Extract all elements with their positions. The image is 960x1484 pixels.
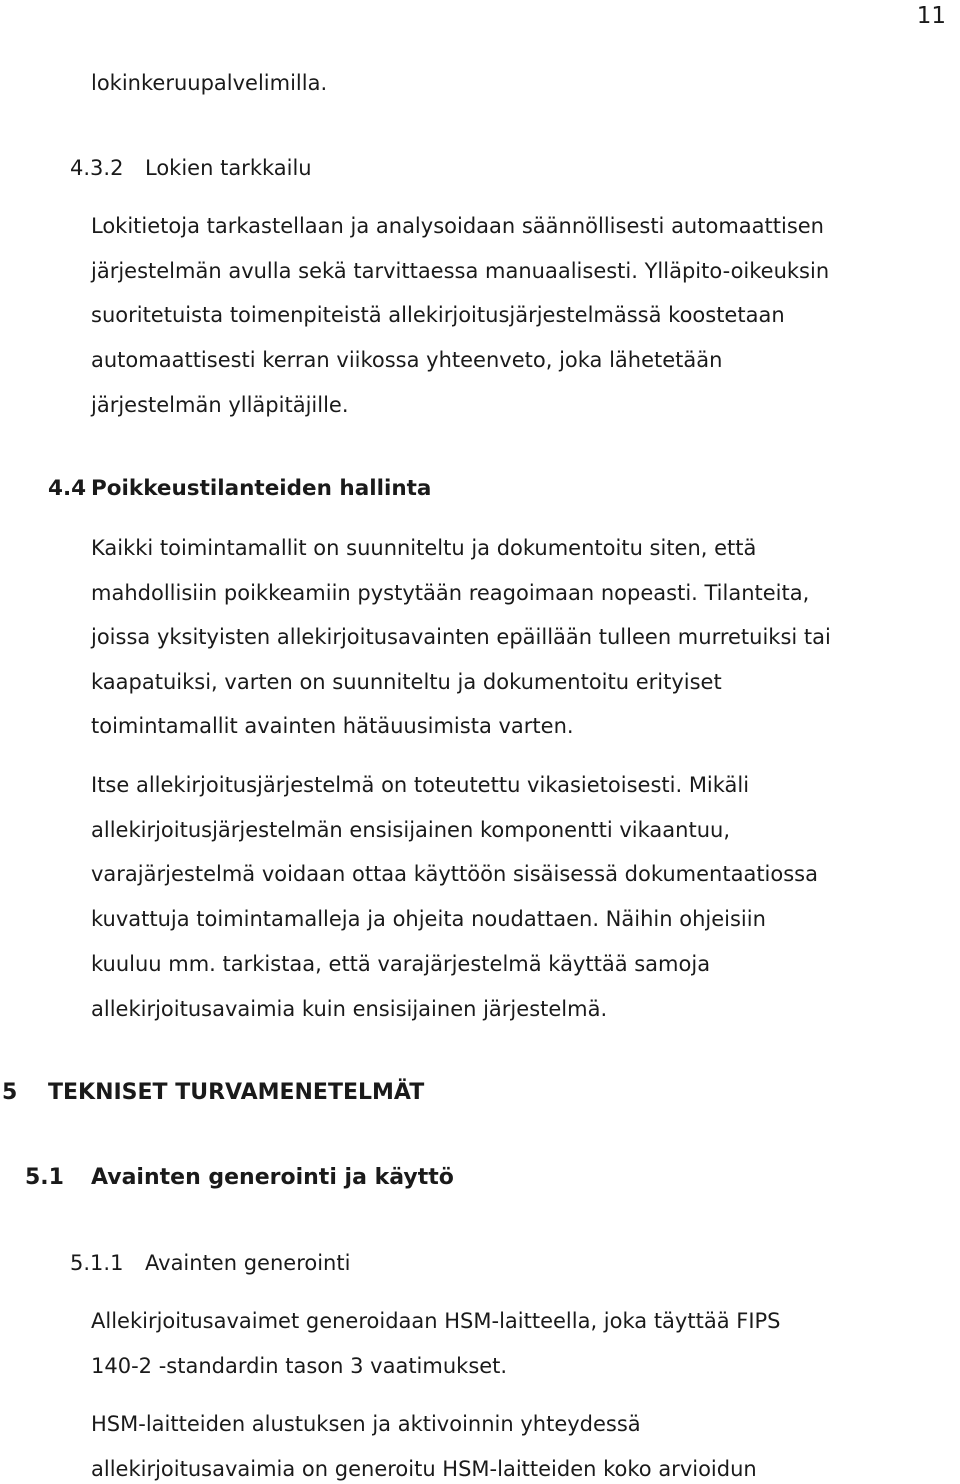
section-number: 5 — [2, 1080, 18, 1105]
section-title: Avainten generointi — [145, 1251, 351, 1275]
body-text-line: toimintamallit avainten hätäuusimista varten. — [91, 714, 574, 738]
body-text-line: varajärjestelmä voidaan ottaa käyttöön sisäisessä dokumentaatiossa — [91, 862, 818, 886]
section-number: 4.4 — [48, 476, 87, 501]
section-heading-4-3-2 — [70, 153, 312, 183]
section-number: 5.1.1 — [70, 1251, 124, 1275]
body-text-line: Allekirjoitusavaimet generoidaan HSM-laitteella, joka täyttää FIPS — [91, 1309, 781, 1333]
section-title: TEKNISET TURVAMENETELMÄT — [48, 1080, 425, 1105]
body-text-line: kaapatuiksi, varten on suunniteltu ja dokumentoitu erityiset — [91, 670, 722, 694]
body-text-line: lokinkeruupalvelimilla. — [91, 71, 328, 95]
section-title: Lokien tarkkailu — [145, 156, 312, 180]
body-text-line: kuvattuja toimintamalleja ja ohjeita noudattaen. Näihin ohjeisiin — [91, 907, 766, 931]
body-text-line: mahdollisiin poikkeamiin pystytään reagoimaan nopeasti. Tilanteita, — [91, 581, 810, 605]
body-text-line: joissa yksityisten allekirjoitusavainten epäillään tulleen murretuiksi tai — [91, 625, 831, 649]
section-title: Poikkeustilanteiden hallinta — [91, 476, 432, 501]
body-text-line: Lokitietoja tarkastellaan ja analysoidaan säännöllisesti automaattisen — [91, 214, 824, 238]
section-heading-5 — [2, 1078, 424, 1108]
section-heading-5-1 — [25, 1163, 454, 1193]
body-text-line: järjestelmän ylläpitäjille. — [91, 393, 349, 417]
body-text-line: HSM-laitteiden alustuksen ja aktivoinnin yhteydessä — [91, 1412, 641, 1436]
page-number: 11 — [916, 3, 946, 29]
body-text-line: allekirjoitusavaimia kuin ensisijainen järjestelmä. — [91, 997, 608, 1021]
body-text-line: automaattisesti kerran viikossa yhteenveto, joka lähetetään — [91, 348, 723, 372]
section-heading-4-4 — [48, 474, 431, 504]
body-text-line: allekirjoitusjärjestelmän ensisijainen komponentti vikaantuu, — [91, 818, 730, 842]
section-title: Avainten generointi ja käyttö — [91, 1165, 454, 1190]
body-text-line: suoritetuista toimenpiteistä allekirjoitusjärjestelmässä koostetaan — [91, 303, 785, 327]
section-heading-5-1-1 — [70, 1248, 350, 1278]
section-number: 4.3.2 — [70, 156, 124, 180]
body-text-line: Kaikki toimintamallit on suunniteltu ja dokumentoitu siten, että — [91, 536, 757, 560]
body-text-line: 140-2 -standardin tason 3 vaatimukset. — [91, 1354, 508, 1378]
body-text-line: kuuluu mm. tarkistaa, että varajärjestelmä käyttää samoja — [91, 952, 711, 976]
body-text-line: Itse allekirjoitusjärjestelmä on toteutettu vikasietoisesti. Mikäli — [91, 773, 750, 797]
section-number: 5.1 — [25, 1165, 64, 1190]
body-text-line: järjestelmän avulla sekä tarvittaessa manuaalisesti. Ylläpito-oikeuksin — [91, 259, 830, 283]
body-text-line: allekirjoitusavaimia on generoitu HSM-laitteiden koko arvioidun — [91, 1457, 757, 1481]
